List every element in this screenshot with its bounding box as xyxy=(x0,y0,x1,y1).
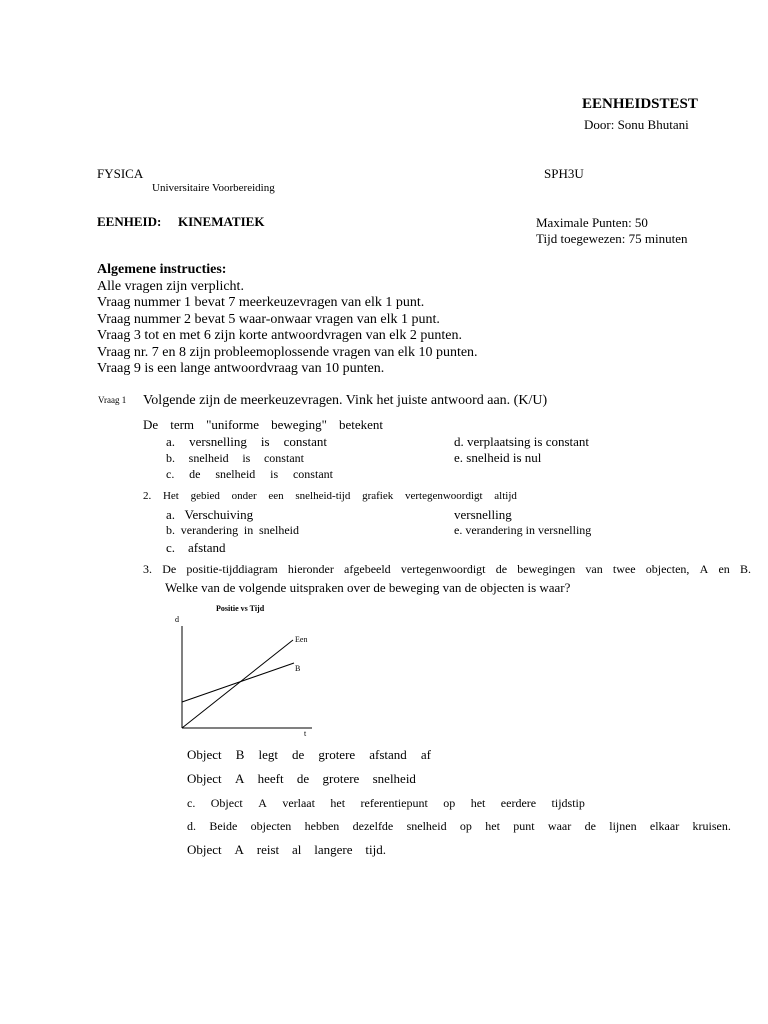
position-time-graph xyxy=(172,600,322,745)
word: a. xyxy=(166,434,176,449)
word: hebben xyxy=(304,819,340,833)
instruction-line: Alle vragen zijn verplicht. xyxy=(97,278,244,294)
word: betekent xyxy=(338,417,383,432)
word: Object xyxy=(187,842,222,857)
unit-label: EENHEID: xyxy=(97,214,162,229)
word: is xyxy=(242,451,251,465)
mc2-option-a[interactable]: a. Verschuiving xyxy=(166,507,254,522)
word: en xyxy=(718,562,730,576)
word: A xyxy=(234,771,245,786)
word: het xyxy=(485,819,500,833)
author: Door: Sonu Bhutani xyxy=(584,117,689,132)
word: de xyxy=(296,771,310,786)
word: het xyxy=(330,796,346,810)
word: snelheid xyxy=(372,771,416,786)
graph-y-label: d xyxy=(175,615,179,624)
graph-title: Positie vs Tijd xyxy=(216,604,265,613)
word: een xyxy=(268,490,284,502)
word: is xyxy=(260,434,270,449)
mc3-stem-line2: Welke van de volgende uitspraken over de beweging van de objecten is waar? xyxy=(165,580,571,595)
word: legt xyxy=(258,747,278,762)
question-1-text: Volgende zijn de meerkeuzevragen. Vink het juiste antwoord aan. (K/U) xyxy=(143,393,548,408)
word: gebied xyxy=(190,490,220,502)
word: objecten xyxy=(250,819,292,833)
word: reist xyxy=(256,842,280,857)
word: afgebeeld xyxy=(344,562,391,576)
line-object-a xyxy=(182,640,293,728)
mc1-option-b[interactable] xyxy=(166,451,304,466)
word: bewegingen xyxy=(517,562,576,576)
word: beweging" xyxy=(271,417,327,432)
graph-x-label: t xyxy=(304,729,307,738)
word: op xyxy=(443,796,456,810)
word: Object xyxy=(187,747,222,762)
mc1-option-d[interactable]: d. verplaatsing is constant xyxy=(454,434,590,449)
word: op xyxy=(459,819,472,833)
word: term xyxy=(170,417,195,432)
word: grotere xyxy=(318,747,356,762)
word: tijd. xyxy=(365,842,386,857)
word: constant xyxy=(263,451,304,465)
word: objecten, xyxy=(645,562,690,576)
word: de xyxy=(189,467,201,481)
word: langere xyxy=(314,842,353,857)
max-points: Maximale Punten: 50 xyxy=(536,215,648,230)
mc1-stem xyxy=(143,417,383,433)
mc2-option-b[interactable] xyxy=(166,523,299,538)
word: versnelling xyxy=(189,434,247,449)
word: c. xyxy=(187,796,196,810)
instruction-line: Vraag 9 is een lange antwoordvraag van 10 punten. xyxy=(97,361,385,376)
general-instructions xyxy=(97,262,478,378)
instructions-heading: Algemene instructies: xyxy=(97,262,227,277)
mc1-option-a[interactable] xyxy=(166,434,327,450)
word: dezelfde xyxy=(352,819,394,833)
word: de xyxy=(584,819,596,833)
word: vertegenwoordigt xyxy=(400,562,486,576)
word: c. xyxy=(166,467,175,481)
instruction-line: Vraag 3 tot en met 6 zijn korte antwoordvragen van elk 2 punten. xyxy=(97,328,462,343)
word: vertegenwoordigt xyxy=(404,490,483,502)
word: afstand xyxy=(369,747,407,762)
word: b. xyxy=(166,523,175,537)
word: B. xyxy=(739,562,751,576)
question-1-label: Vraag 1 xyxy=(98,395,127,405)
word: B xyxy=(235,747,245,762)
word: twee xyxy=(612,562,636,576)
word: heeft xyxy=(257,771,284,786)
line-object-b xyxy=(182,663,294,702)
word: tijdstip xyxy=(551,796,585,810)
word: 3. xyxy=(143,562,152,576)
word: d. xyxy=(187,819,196,833)
word: snelheid xyxy=(188,451,229,465)
word: al xyxy=(292,842,302,857)
word: onder xyxy=(231,490,257,502)
mc2-option-c[interactable]: c. afstand xyxy=(166,540,226,555)
word: A xyxy=(234,842,244,857)
mc3-option-d[interactable] xyxy=(187,819,731,834)
instruction-line: Vraag nummer 2 bevat 5 waar-onwaar vragen van elk 1 punt. xyxy=(97,311,440,327)
word: hieronder xyxy=(287,562,334,576)
mc1-option-e[interactable]: e. snelheid is nul xyxy=(454,450,542,465)
word: constant xyxy=(292,467,333,481)
graph-label-a: Een xyxy=(295,635,308,644)
word: Beide xyxy=(209,819,238,833)
word: altijd xyxy=(494,490,517,502)
instruction-line: Vraag nr. 7 en 8 zijn probleemoplossende vragen van elk 10 punten. xyxy=(97,344,478,360)
mc3-option-c[interactable] xyxy=(187,796,585,811)
word: De xyxy=(143,417,159,432)
word: eerdere xyxy=(500,796,537,810)
word: b. xyxy=(166,451,175,465)
word: Object xyxy=(210,796,243,810)
word: de xyxy=(292,747,305,762)
mc2-option-d[interactable]: versnelling xyxy=(454,507,512,522)
word: het xyxy=(470,796,486,810)
word: lijnen xyxy=(609,819,637,833)
word: De xyxy=(162,562,177,576)
word: constant xyxy=(283,434,327,449)
word: 2. xyxy=(143,490,152,502)
word: referentiepunt xyxy=(360,796,428,810)
mc3-option-1[interactable] xyxy=(187,747,431,763)
subject: FYSICA xyxy=(97,166,144,181)
word: elkaar xyxy=(649,819,680,833)
word: A xyxy=(258,796,267,810)
word: positie-tijddiagram xyxy=(186,562,278,576)
word: verlaat xyxy=(282,796,315,810)
mc1-option-c[interactable] xyxy=(166,467,333,482)
graph-label-b: B xyxy=(295,664,301,673)
course-code: SPH3U xyxy=(544,166,584,181)
word: "uniforme xyxy=(206,417,260,432)
word: waar xyxy=(547,819,572,833)
mc2-option-e[interactable]: e. verandering in versnelling xyxy=(454,523,592,537)
word: grotere xyxy=(322,771,360,786)
word: grafiek xyxy=(362,490,394,502)
word: Het xyxy=(162,490,179,502)
mc3-option-2[interactable] xyxy=(187,771,416,787)
word: snelheid xyxy=(215,467,256,481)
unit-name: KINEMATIEK xyxy=(178,214,265,229)
word: van xyxy=(585,562,603,576)
word: in xyxy=(243,523,254,537)
word: Object xyxy=(187,771,222,786)
mc2-stem xyxy=(143,490,517,502)
mc3-stem xyxy=(143,562,751,577)
word: is xyxy=(270,467,279,481)
course-level: Universitaire Voorbereiding xyxy=(152,182,275,194)
word: de xyxy=(495,562,508,576)
word: snelheid xyxy=(259,523,299,537)
word: kruisen. xyxy=(692,819,731,833)
word: A xyxy=(699,562,709,576)
word: af xyxy=(420,747,431,762)
word: snelheid xyxy=(406,819,447,833)
instruction-line: Vraag nummer 1 bevat 7 meerkeuzevragen van elk 1 punt. xyxy=(97,295,425,310)
word: verandering xyxy=(180,523,239,537)
word: punt xyxy=(513,819,535,833)
time-allotted: Tijd toegewezen: 75 minuten xyxy=(536,231,688,246)
test-title: EENHEIDSTEST xyxy=(582,96,698,112)
mc3-option-5[interactable] xyxy=(187,842,386,858)
word: snelheid-tijd xyxy=(295,490,351,502)
